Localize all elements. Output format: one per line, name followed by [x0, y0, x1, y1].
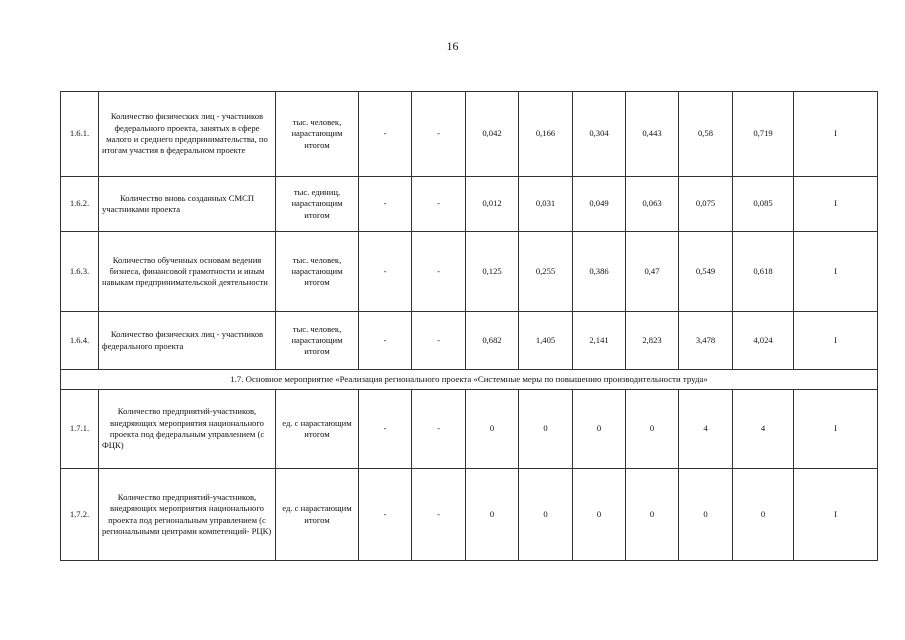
value-cell: 0 [679, 469, 733, 561]
last-cell: I [794, 469, 878, 561]
indicator-code: 1.6.1. [61, 92, 99, 177]
indicator-unit: ед. с нарастающим итогом [276, 390, 359, 469]
value-cell: 0,063 [626, 177, 679, 232]
value-cell: 4,024 [733, 312, 794, 370]
indicator-unit: тыс. человек, нарастающим итогом [276, 312, 359, 370]
indicator-code: 1.6.4. [61, 312, 99, 370]
value-cell: 0,304 [573, 92, 626, 177]
value-cell: - [412, 469, 466, 561]
value-cell: 0 [733, 469, 794, 561]
indicator-unit: тыс. человек, нарастающим итогом [276, 92, 359, 177]
indicator-name: Количество обученных основам ведения бизнеса, финансовой грамотности и иным навыкам предпринимательской деятельности [99, 232, 276, 312]
value-cell: - [359, 92, 412, 177]
value-cell: 0,682 [466, 312, 519, 370]
value-cell: 2,823 [626, 312, 679, 370]
table-row [61, 390, 878, 469]
table-row [61, 177, 878, 232]
value-cell: 0,049 [573, 177, 626, 232]
value-cell: 0 [466, 390, 519, 469]
indicator-unit: тыс. единиц, нарастающим итогом [276, 177, 359, 232]
value-cell: - [359, 469, 412, 561]
value-cell: 0,012 [466, 177, 519, 232]
indicator-code: 1.7.2. [61, 469, 99, 561]
value-cell: - [359, 312, 412, 370]
value-cell: 0,085 [733, 177, 794, 232]
value-cell: - [412, 390, 466, 469]
value-cell: 0,042 [466, 92, 519, 177]
value-cell: 0,719 [733, 92, 794, 177]
indicator-name: Количество предприятий-участников, внедряющих мероприятия национального проекта под региональным управлением (с региональными центрами компетенций- РЦК) [99, 469, 276, 561]
table-row [61, 312, 878, 370]
value-cell: 0 [626, 390, 679, 469]
table-row [61, 232, 878, 312]
section-title: 1.7. Основное мероприятие «Реализация регионального проекта «Системные меры по повышению производительности труда» [61, 370, 878, 390]
value-cell: 0,549 [679, 232, 733, 312]
value-cell: 0,386 [573, 232, 626, 312]
value-cell: 0,166 [519, 92, 573, 177]
last-cell: I [794, 232, 878, 312]
value-cell: 2,141 [573, 312, 626, 370]
section-row [61, 370, 878, 390]
last-cell: I [794, 92, 878, 177]
value-cell: 0 [573, 390, 626, 469]
page-number: 16 [446, 39, 459, 53]
value-cell: 0,255 [519, 232, 573, 312]
indicator-unit: тыс. человек, нарастающим итогом [276, 232, 359, 312]
indicator-code: 1.6.3. [61, 232, 99, 312]
last-cell: I [794, 390, 878, 469]
table-row [61, 92, 878, 177]
last-cell: I [794, 177, 878, 232]
value-cell: - [412, 92, 466, 177]
indicator-code: 1.7.1. [61, 390, 99, 469]
value-cell: 0 [573, 469, 626, 561]
value-cell: - [412, 312, 466, 370]
value-cell: 0,58 [679, 92, 733, 177]
value-cell: 0,47 [626, 232, 679, 312]
value-cell: 4 [679, 390, 733, 469]
value-cell: 3,478 [679, 312, 733, 370]
indicator-name: Количество физических лиц - участников федерального проекта [99, 312, 276, 370]
value-cell: 0,125 [466, 232, 519, 312]
indicator-name: Количество предприятий-участников, внедряющих мероприятия национального проекта под федеральным управлением (с ФЦК) [99, 390, 276, 469]
value-cell: 0 [466, 469, 519, 561]
indicators-table [60, 91, 878, 561]
indicator-unit: ед. с нарастающим итогом [276, 469, 359, 561]
value-cell: 0 [519, 469, 573, 561]
indicator-code: 1.6.2. [61, 177, 99, 232]
value-cell: 0,031 [519, 177, 573, 232]
value-cell: 0,443 [626, 92, 679, 177]
value-cell: 0 [626, 469, 679, 561]
value-cell: - [412, 177, 466, 232]
value-cell: 0 [519, 390, 573, 469]
value-cell: 0,075 [679, 177, 733, 232]
value-cell: - [412, 232, 466, 312]
table-row [61, 469, 878, 561]
value-cell: - [359, 232, 412, 312]
value-cell: - [359, 390, 412, 469]
indicator-name: Количество физических лиц - участников федерального проекта, занятых в сфере малого и среднего предпринимательства, по итогам участия в федеральном проекте [99, 92, 276, 177]
value-cell: 4 [733, 390, 794, 469]
value-cell: - [359, 177, 412, 232]
last-cell: I [794, 312, 878, 370]
value-cell: 1,405 [519, 312, 573, 370]
value-cell: 0,618 [733, 232, 794, 312]
indicator-name: Количество вновь созданных СМСП участниками проекта [99, 177, 276, 232]
